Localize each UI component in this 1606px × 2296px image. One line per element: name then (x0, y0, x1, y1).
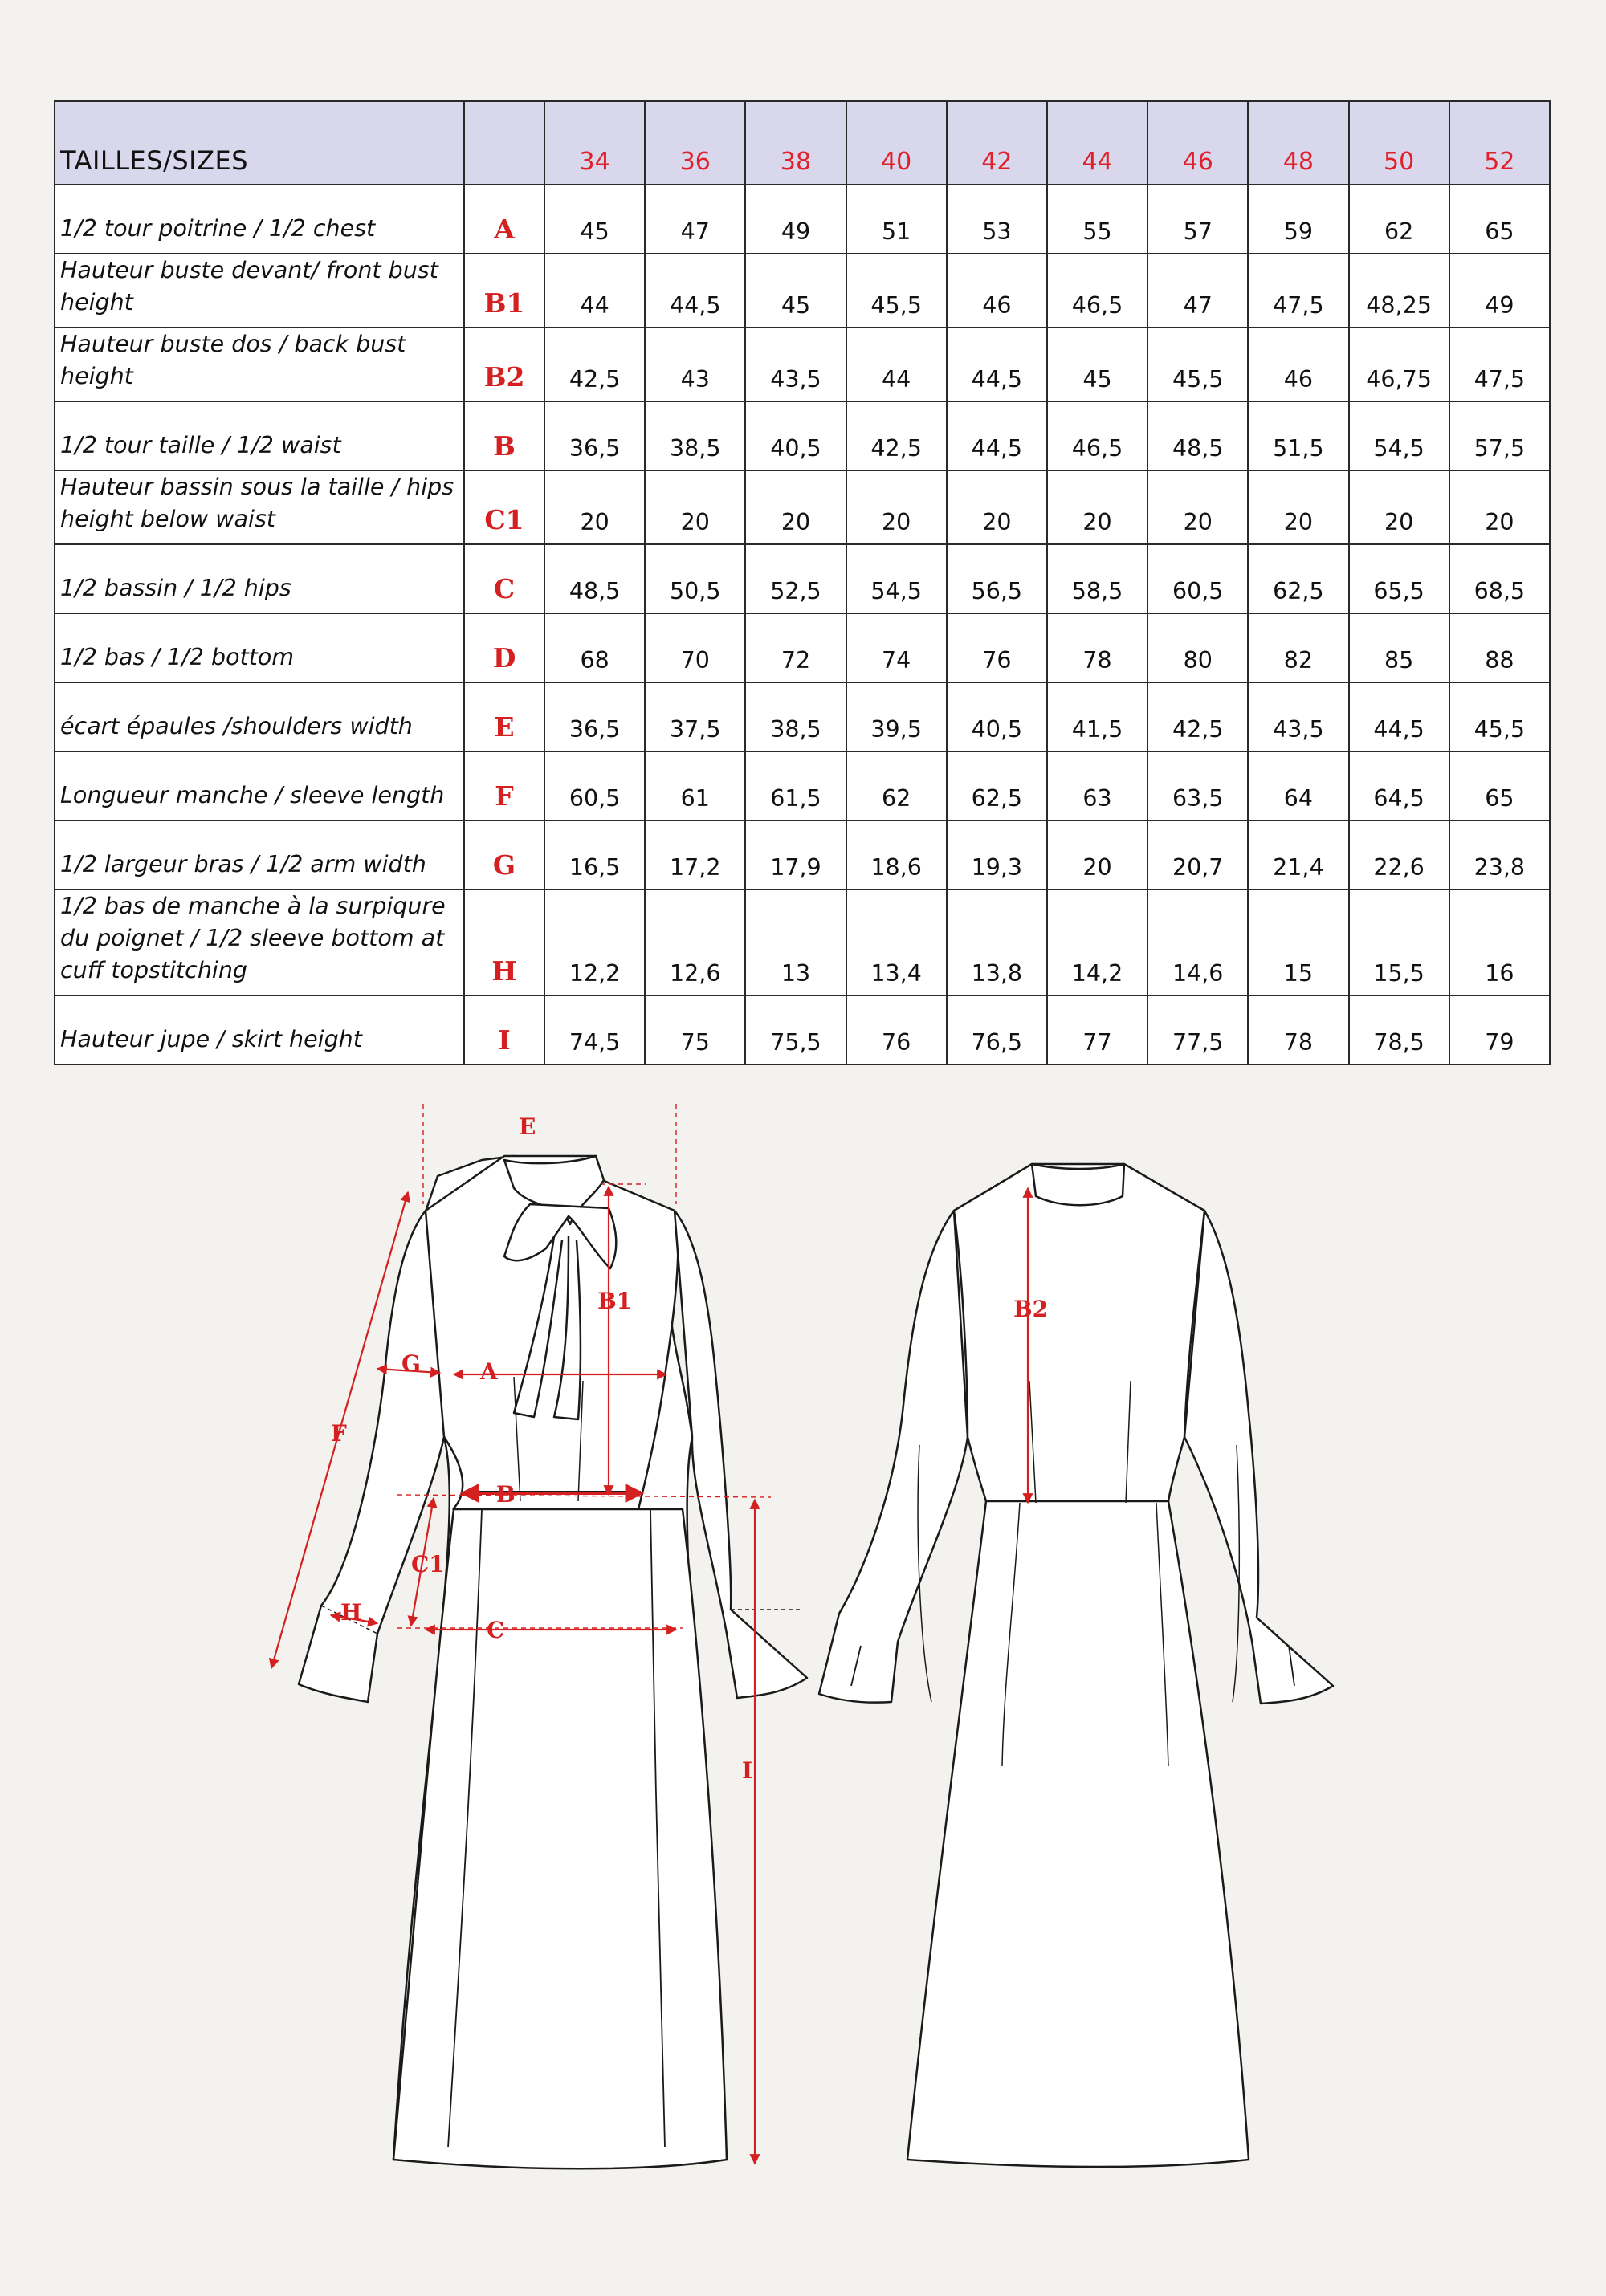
label-B1: B1 (597, 1288, 633, 1314)
measurement-value: 68 (544, 613, 645, 682)
measurement-value: 78,5 (1349, 995, 1449, 1065)
measurement-value: 44,5 (645, 254, 745, 328)
measurement-code: D (464, 613, 544, 682)
measurement-value: 46,5 (1047, 254, 1147, 328)
measurement-value: 63 (1047, 751, 1147, 820)
measurement-value: 47 (645, 185, 745, 254)
size-44-header: 44 (1047, 101, 1147, 185)
measurement-value: 65 (1449, 751, 1550, 820)
measurement-value: 80 (1147, 613, 1248, 682)
measurement-value: 79 (1449, 995, 1550, 1065)
measurement-value: 46 (947, 254, 1047, 328)
measurement-value: 62,5 (947, 751, 1047, 820)
measurement-code: H (464, 889, 544, 995)
label-F: F (331, 1420, 347, 1447)
measurement-value: 60,5 (544, 751, 645, 820)
measurement-value: 44 (544, 254, 645, 328)
measurement-value: 20 (947, 470, 1047, 544)
measurement-value: 78 (1248, 995, 1348, 1065)
measurement-value: 63,5 (1147, 751, 1248, 820)
measurement-value: 44,5 (947, 328, 1047, 401)
measurement-value: 48,5 (1147, 401, 1248, 470)
measurement-value: 51 (846, 185, 947, 254)
measurement-value: 20 (645, 470, 745, 544)
measurement-value: 42,5 (544, 328, 645, 401)
measurement-value: 12,2 (544, 889, 645, 995)
measurement-value: 14,2 (1047, 889, 1147, 995)
front-left-sleeve (299, 1211, 444, 1702)
back-bodice (954, 1164, 1204, 1501)
measurement-value: 20 (544, 470, 645, 544)
measurement-value: 45,5 (1449, 682, 1550, 751)
measurement-value: 40,5 (745, 401, 846, 470)
measurement-value: 38,5 (745, 682, 846, 751)
measurement-value: 60,5 (1147, 544, 1248, 613)
measurement-value: 88 (1449, 613, 1550, 682)
label-C1: C1 (411, 1551, 445, 1577)
label-B2: B2 (1013, 1296, 1049, 1322)
measurement-value: 50,5 (645, 544, 745, 613)
label-G: G (402, 1350, 421, 1377)
measurement-value: 47 (1147, 254, 1248, 328)
measurement-value: 20 (1047, 820, 1147, 889)
measurement-value: 76 (947, 613, 1047, 682)
measurement-value: 37,5 (645, 682, 745, 751)
measurement-value: 52,5 (745, 544, 846, 613)
size-50-header: 50 (1349, 101, 1449, 185)
measurement-code: C1 (464, 470, 544, 544)
measurement-value: 38,5 (645, 401, 745, 470)
measurement-label: Hauteur buste devant/ front bust height (55, 254, 464, 328)
measurement-value: 41,5 (1047, 682, 1147, 751)
size-36-header: 36 (645, 101, 745, 185)
label-A: A (480, 1358, 498, 1385)
measurement-label: Hauteur jupe / skirt height (55, 995, 464, 1065)
measurement-value: 64 (1248, 751, 1348, 820)
measurement-label: Longueur manche / sleeve length (55, 751, 464, 820)
measurement-value: 20 (1047, 470, 1147, 544)
measurement-value: 82 (1248, 613, 1348, 682)
measurement-value: 47,5 (1248, 254, 1348, 328)
measurement-value: 74 (846, 613, 947, 682)
measurement-value: 44 (846, 328, 947, 401)
measurement-value: 61,5 (745, 751, 846, 820)
measurement-value: 62 (1349, 185, 1449, 254)
measurement-code: F (464, 751, 544, 820)
measurement-value: 17,9 (745, 820, 846, 889)
measurement-value: 36,5 (544, 401, 645, 470)
measurement-value: 47,5 (1449, 328, 1550, 401)
measurement-code: G (464, 820, 544, 889)
measurement-value: 20 (1147, 470, 1248, 544)
measurement-value: 13 (745, 889, 846, 995)
back-view (819, 1164, 1333, 2167)
measurement-value: 55 (1047, 185, 1147, 254)
back-right-sleeve (1184, 1211, 1333, 1704)
measurement-value: 77,5 (1147, 995, 1248, 1065)
measurement-value: 46,75 (1349, 328, 1449, 401)
measurement-value: 18,6 (846, 820, 947, 889)
measurement-value: 19,3 (947, 820, 1047, 889)
label-B: B (496, 1481, 516, 1508)
size-52-header: 52 (1449, 101, 1550, 185)
measurement-value: 64,5 (1349, 751, 1449, 820)
label-I: I (742, 1757, 753, 1784)
measurement-code: E (464, 682, 544, 751)
measurement-value: 20,7 (1147, 820, 1248, 889)
measurement-value: 51,5 (1248, 401, 1348, 470)
measurement-value: 78 (1047, 613, 1147, 682)
measurement-value: 76,5 (947, 995, 1047, 1065)
label-E: E (519, 1113, 536, 1140)
measurement-value: 43 (645, 328, 745, 401)
measurement-label: 1/2 bas de manche à la surpiqure du poignet / 1/2 sleeve bottom at cuff topstitching (55, 889, 464, 995)
measurement-value: 40,5 (947, 682, 1047, 751)
measurement-value: 54,5 (846, 544, 947, 613)
measurement-value: 44,5 (1349, 682, 1449, 751)
measurement-value: 15 (1248, 889, 1348, 995)
measurement-value: 72 (745, 613, 846, 682)
measurement-value: 54,5 (1349, 401, 1449, 470)
measurement-value: 20 (745, 470, 846, 544)
measurement-value: 70 (645, 613, 745, 682)
measurement-value: 49 (1449, 254, 1550, 328)
size-38-header: 38 (745, 101, 846, 185)
measurement-value: 14,6 (1147, 889, 1248, 995)
measurement-code: B1 (464, 254, 544, 328)
measurement-value: 62,5 (1248, 544, 1348, 613)
measurement-value: 22,6 (1349, 820, 1449, 889)
measurement-label: 1/2 bassin / 1/2 hips (55, 544, 464, 613)
measurement-value: 13,4 (846, 889, 947, 995)
measurement-label: Hauteur bassin sous la taille / hips height below waist (55, 470, 464, 544)
measurement-value: 45,5 (1147, 328, 1248, 401)
measurement-code: A (464, 185, 544, 254)
size-46-header: 46 (1147, 101, 1248, 185)
measurement-value: 16,5 (544, 820, 645, 889)
measurement-value: 65,5 (1349, 544, 1449, 613)
measurement-value: 13,8 (947, 889, 1047, 995)
measurement-label: écart épaules /shoulders width (55, 682, 464, 751)
measurement-value: 36,5 (544, 682, 645, 751)
measurement-value: 39,5 (846, 682, 947, 751)
measurement-value: 15,5 (1349, 889, 1449, 995)
measurement-value: 42,5 (846, 401, 947, 470)
measurement-label: Hauteur buste dos / back bust height (55, 328, 464, 401)
measurement-value: 56,5 (947, 544, 1047, 613)
measurement-value: 58,5 (1047, 544, 1147, 613)
measurement-value: 74,5 (544, 995, 645, 1065)
measurement-value: 62 (846, 751, 947, 820)
front-skirt (393, 1509, 727, 2168)
measurement-value: 77 (1047, 995, 1147, 1065)
size-48-header: 48 (1248, 101, 1348, 185)
measurement-value: 68,5 (1449, 544, 1550, 613)
measurement-value: 42,5 (1147, 682, 1248, 751)
measurement-value: 17,2 (645, 820, 745, 889)
measurement-value: 61 (645, 751, 745, 820)
measurement-value: 49 (745, 185, 846, 254)
size-40-header: 40 (846, 101, 947, 185)
measurement-value: 20 (1248, 470, 1348, 544)
measurement-value: 46,5 (1047, 401, 1147, 470)
measurement-value: 57,5 (1449, 401, 1550, 470)
measurement-value: 20 (1349, 470, 1449, 544)
measurement-value: 45,5 (846, 254, 947, 328)
size-42-header: 42 (947, 101, 1047, 185)
measurement-value: 48,25 (1349, 254, 1449, 328)
measurement-value: 85 (1349, 613, 1449, 682)
measurement-value: 59 (1248, 185, 1348, 254)
measurement-value: 45 (745, 254, 846, 328)
measurement-code: C (464, 544, 544, 613)
measurement-value: 75,5 (745, 995, 846, 1065)
back-left-sleeve (819, 1211, 968, 1703)
measurement-label: 1/2 largeur bras / 1/2 arm width (55, 820, 464, 889)
measurement-value: 43,5 (1248, 682, 1348, 751)
measurement-code: I (464, 995, 544, 1065)
measurement-value: 44,5 (947, 401, 1047, 470)
measurement-value: 53 (947, 185, 1047, 254)
measurement-value: 48,5 (544, 544, 645, 613)
measurement-code: B (464, 401, 544, 470)
back-collar (1032, 1164, 1124, 1205)
measurement-value: 20 (846, 470, 947, 544)
measurement-value: 43,5 (745, 328, 846, 401)
table-title: TAILLES/SIZES (55, 101, 464, 185)
measurement-value: 23,8 (1449, 820, 1550, 889)
measurement-label: 1/2 bas / 1/2 bottom (55, 613, 464, 682)
measurement-code: B2 (464, 328, 544, 401)
measurement-value: 45 (1047, 328, 1147, 401)
measurement-label: 1/2 tour poitrine / 1/2 chest (55, 185, 464, 254)
measurement-value: 76 (846, 995, 947, 1065)
measurement-value: 21,4 (1248, 820, 1348, 889)
measurement-value: 12,6 (645, 889, 745, 995)
measurement-value: 45 (544, 185, 645, 254)
measurement-value: 46 (1248, 328, 1348, 401)
measurement-value: 16 (1449, 889, 1550, 995)
measurement-value: 65 (1449, 185, 1550, 254)
label-C: C (487, 1617, 505, 1643)
back-skirt (907, 1501, 1249, 2167)
size-34-header: 34 (544, 101, 645, 185)
measurement-value: 57 (1147, 185, 1248, 254)
label-H: H (340, 1599, 362, 1626)
measurement-label: 1/2 tour taille / 1/2 waist (55, 401, 464, 470)
measurement-value: 20 (1449, 470, 1550, 544)
measurement-value: 75 (645, 995, 745, 1065)
